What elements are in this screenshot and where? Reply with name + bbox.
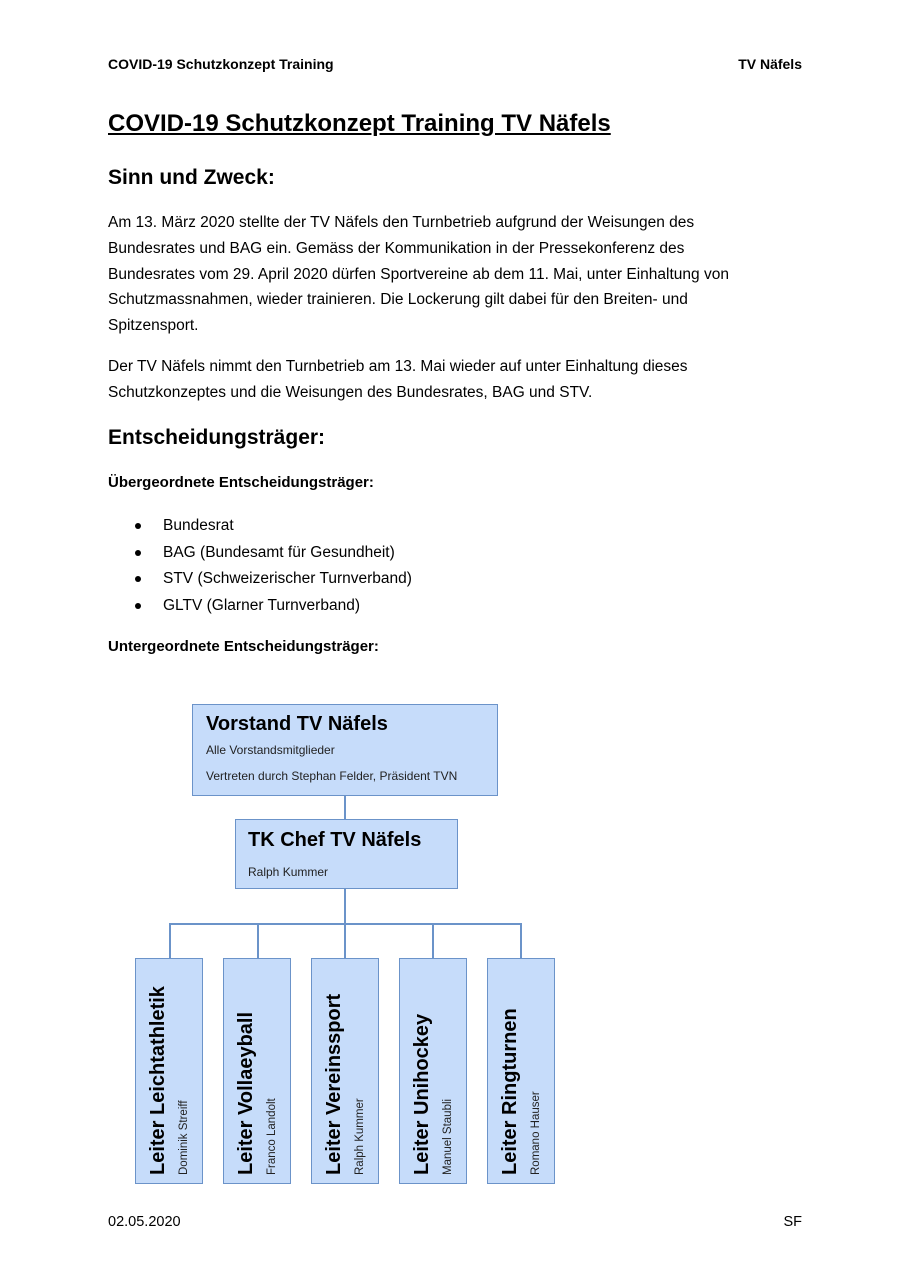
leader-name: Romano Hauser xyxy=(530,1091,542,1175)
connector-line xyxy=(344,795,346,820)
paragraph-1-line: Spitzensport. xyxy=(108,317,199,335)
paragraph-1 xyxy=(108,210,808,339)
paragraph-1-line: Bundesrates und BAG ein. Gemäss der Kommunikation in der Pressekonferenz des xyxy=(108,239,685,257)
bullet-icon xyxy=(135,523,141,529)
list-item: Bundesrat xyxy=(135,515,412,542)
org-box-board xyxy=(192,704,498,796)
bullet-icon xyxy=(135,576,141,582)
list-item: STV (Schweizerischer Turnverband) xyxy=(135,568,412,595)
org-box-title: TK Chef TV Näfels xyxy=(248,829,422,851)
connector-line xyxy=(169,923,171,959)
upper-decision-makers-label: Übergeordnete Entscheidungsträger: xyxy=(108,474,374,491)
bullet-icon xyxy=(135,603,141,609)
org-box-technical-head xyxy=(235,819,458,889)
org-box-subtitle: Alle Vorstandsmitglieder xyxy=(206,743,335,757)
section-heading-purpose: Sinn und Zweck: xyxy=(108,166,275,189)
connector-line xyxy=(344,888,346,924)
paragraph-1-line: Schutzmassnahmen, wieder trainieren. Die Lockerung gilt dabei für den Breiten- und xyxy=(108,291,688,309)
document-title: COVID-19 Schutzkonzept Training TV Näfels xyxy=(108,110,611,137)
org-box-leader xyxy=(487,958,555,1184)
org-box-leader xyxy=(223,958,291,1184)
paragraph-1-line: Bundesrates vom 29. April 2020 dürfen Sportvereine ab dem 11. Mai, unter Einhaltung von xyxy=(108,265,729,283)
paragraph-2-line: Schutzkonzeptes und die Weisungen des Bundesrates, BAG und STV. xyxy=(108,383,593,401)
paragraph-1-line: Am 13. März 2020 stellte der TV Näfels den Turnbetrieb aufgrund der Weisungen des xyxy=(108,214,695,231)
footer-initials: SF xyxy=(783,1214,802,1230)
connector-line xyxy=(520,923,522,959)
org-box-leader xyxy=(399,958,467,1184)
leader-title: Leiter Vereinssport xyxy=(323,993,345,1175)
org-box-subtitle: Vertreten durch Stephan Felder, Präsident TVN xyxy=(206,769,458,783)
leader-name: Franco Landolt xyxy=(266,1098,278,1175)
connector-line xyxy=(169,923,522,925)
header-left: COVID-19 Schutzkonzept Training xyxy=(108,56,334,72)
org-box-title: Vorstand TV Näfels xyxy=(206,713,388,735)
bullet-icon xyxy=(135,550,141,556)
leader-name: Manuel Staubli xyxy=(442,1098,454,1175)
org-box-leader xyxy=(311,958,379,1184)
connector-line xyxy=(432,923,434,959)
leader-name: Ralph Kummer xyxy=(354,1098,366,1175)
connector-line xyxy=(257,923,259,959)
list-item: GLTV (Glarner Turnverband) xyxy=(135,595,412,622)
header-right: TV Näfels xyxy=(738,56,802,72)
list-item: BAG (Bundesamt für Gesundheit) xyxy=(135,542,412,569)
leader-title: Leiter Vollaeyball xyxy=(235,1011,257,1175)
leader-title: Leiter Leichtathletik xyxy=(147,986,169,1175)
leader-name: Dominik Streiff xyxy=(178,1100,190,1175)
paragraph-2 xyxy=(108,354,808,406)
upper-decision-makers-list xyxy=(135,515,412,622)
footer-date: 02.05.2020 xyxy=(108,1214,181,1230)
org-box-subtitle: Ralph Kummer xyxy=(248,865,329,879)
paragraph-2-line: Der TV Näfels nimmt den Turnbetrieb am 13. Mai wieder auf unter Einhaltung dieses xyxy=(108,358,688,375)
connector-line xyxy=(344,923,346,959)
leader-title: Leiter Ringturnen xyxy=(499,1008,521,1175)
org-box-leader xyxy=(135,958,203,1184)
section-heading-decision-makers: Entscheidungsträger: xyxy=(108,426,326,449)
leader-title: Leiter Unihockey xyxy=(411,1013,433,1175)
lower-decision-makers-label: Untergeordnete Entscheidungsträger: xyxy=(108,638,379,655)
